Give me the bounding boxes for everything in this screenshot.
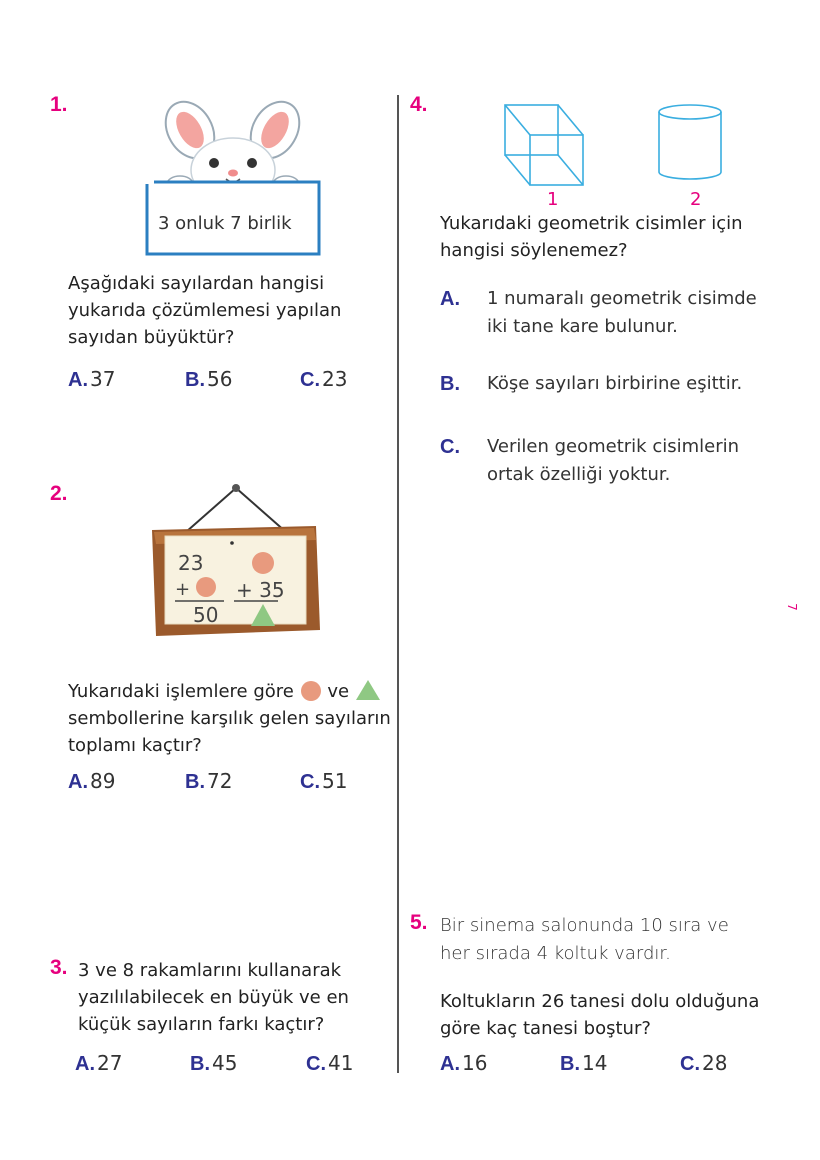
option-text: Köşe sayıları birbirine eşittir. bbox=[487, 373, 743, 394]
question-4-stem: Yukarıdaki geometrik cisimler için hangisi söylenemez? bbox=[440, 213, 743, 261]
option-text: 1 numaralı geometrik cisimde iki tane kare bulunur. bbox=[487, 288, 757, 337]
question-4-number: 4. bbox=[410, 93, 428, 116]
bunny-illustration bbox=[140, 95, 330, 265]
q1-option-b[interactable] bbox=[185, 367, 232, 392]
column-divider bbox=[397, 95, 399, 1073]
option-text: 16 bbox=[462, 1051, 488, 1075]
q2-option-b[interactable] bbox=[185, 769, 232, 794]
option-letter: A. bbox=[75, 1053, 95, 1075]
option-letter: A. bbox=[68, 369, 88, 391]
q5-option-b[interactable] bbox=[560, 1051, 607, 1076]
board-addend: + 35 bbox=[236, 578, 285, 602]
option-text: 28 bbox=[702, 1051, 728, 1075]
q1-option-a[interactable] bbox=[68, 367, 115, 392]
option-letter: B. bbox=[560, 1053, 580, 1075]
question-5-intro: Bir sinema salonunda 10 sıra ve her sırada 4 koltuk vardır. bbox=[440, 915, 729, 964]
option-letter: C. bbox=[680, 1053, 700, 1075]
question-5-stem: Koltukların 26 tanesi dolu olduğuna göre kaç tanesi boştur? bbox=[440, 991, 760, 1039]
stem-part2: ve bbox=[327, 681, 350, 702]
option-letter: B. bbox=[440, 373, 460, 395]
question-2-number: 2. bbox=[50, 482, 68, 505]
option-text: 27 bbox=[97, 1051, 123, 1075]
q1-option-c[interactable] bbox=[300, 367, 347, 392]
board-top-number: 23 bbox=[178, 551, 204, 575]
option-text: 37 bbox=[90, 367, 116, 391]
option-text: 56 bbox=[207, 367, 233, 391]
stem-rest: sembollerine karşılık gelen sayıların toplamı kaçtır? bbox=[68, 708, 391, 756]
option-letter: C. bbox=[440, 436, 460, 458]
board-result-number: 50 bbox=[193, 603, 219, 627]
page-number: 7 bbox=[784, 603, 799, 611]
q2-option-a[interactable] bbox=[68, 769, 115, 794]
question-1-number: 1. bbox=[50, 93, 68, 116]
q3-option-a[interactable] bbox=[75, 1051, 122, 1076]
triangle-symbol-icon bbox=[355, 679, 381, 701]
circle-symbol-icon bbox=[300, 681, 322, 701]
option-letter: B. bbox=[185, 771, 205, 793]
hanging-board-illustration bbox=[148, 480, 323, 652]
option-letter: A. bbox=[68, 771, 88, 793]
question-1-stem: Aşağıdaki sayılardan hangisi yukarıda çözümlemesi yapılan sayıdan büyüktür? bbox=[68, 273, 342, 348]
option-letter: A. bbox=[440, 288, 460, 310]
question-2-stem bbox=[68, 678, 398, 759]
option-letter: C. bbox=[306, 1053, 326, 1075]
shape-label-2: 2 bbox=[690, 189, 702, 210]
sign-text: 3 onluk 7 birlik bbox=[158, 213, 292, 234]
stem-part1: Yukarıdaki işlemlere göre bbox=[68, 681, 294, 702]
board-plus-sign: + bbox=[175, 579, 191, 600]
option-text: 14 bbox=[582, 1051, 608, 1075]
option-letter: B. bbox=[190, 1053, 210, 1075]
question-3-number: 3. bbox=[50, 956, 68, 979]
option-text: 89 bbox=[90, 769, 116, 793]
option-letter: A. bbox=[440, 1053, 460, 1075]
q3-option-b[interactable] bbox=[190, 1051, 237, 1076]
q5-option-a[interactable] bbox=[440, 1051, 487, 1076]
q2-option-c[interactable] bbox=[300, 769, 347, 794]
option-text: 51 bbox=[322, 769, 348, 793]
option-letter: B. bbox=[185, 369, 205, 391]
question-5-number: 5. bbox=[410, 911, 428, 934]
option-text: 45 bbox=[212, 1051, 238, 1075]
option-text: 41 bbox=[328, 1051, 354, 1075]
option-text: 72 bbox=[207, 769, 233, 793]
q3-option-c[interactable] bbox=[306, 1051, 353, 1076]
q5-option-c[interactable] bbox=[680, 1051, 727, 1076]
shape-label-1: 1 bbox=[547, 189, 559, 210]
question-3-stem: 3 ve 8 rakamlarını kullanarak yazılılabilecek en büyük ve en küçük sayıların farkı kaçtır? bbox=[78, 960, 349, 1035]
option-text: Verilen geometrik cisimlerin ortak özelliği yoktur. bbox=[487, 436, 740, 485]
option-letter: C. bbox=[300, 369, 320, 391]
option-text: 23 bbox=[322, 367, 348, 391]
option-letter: C. bbox=[300, 771, 320, 793]
